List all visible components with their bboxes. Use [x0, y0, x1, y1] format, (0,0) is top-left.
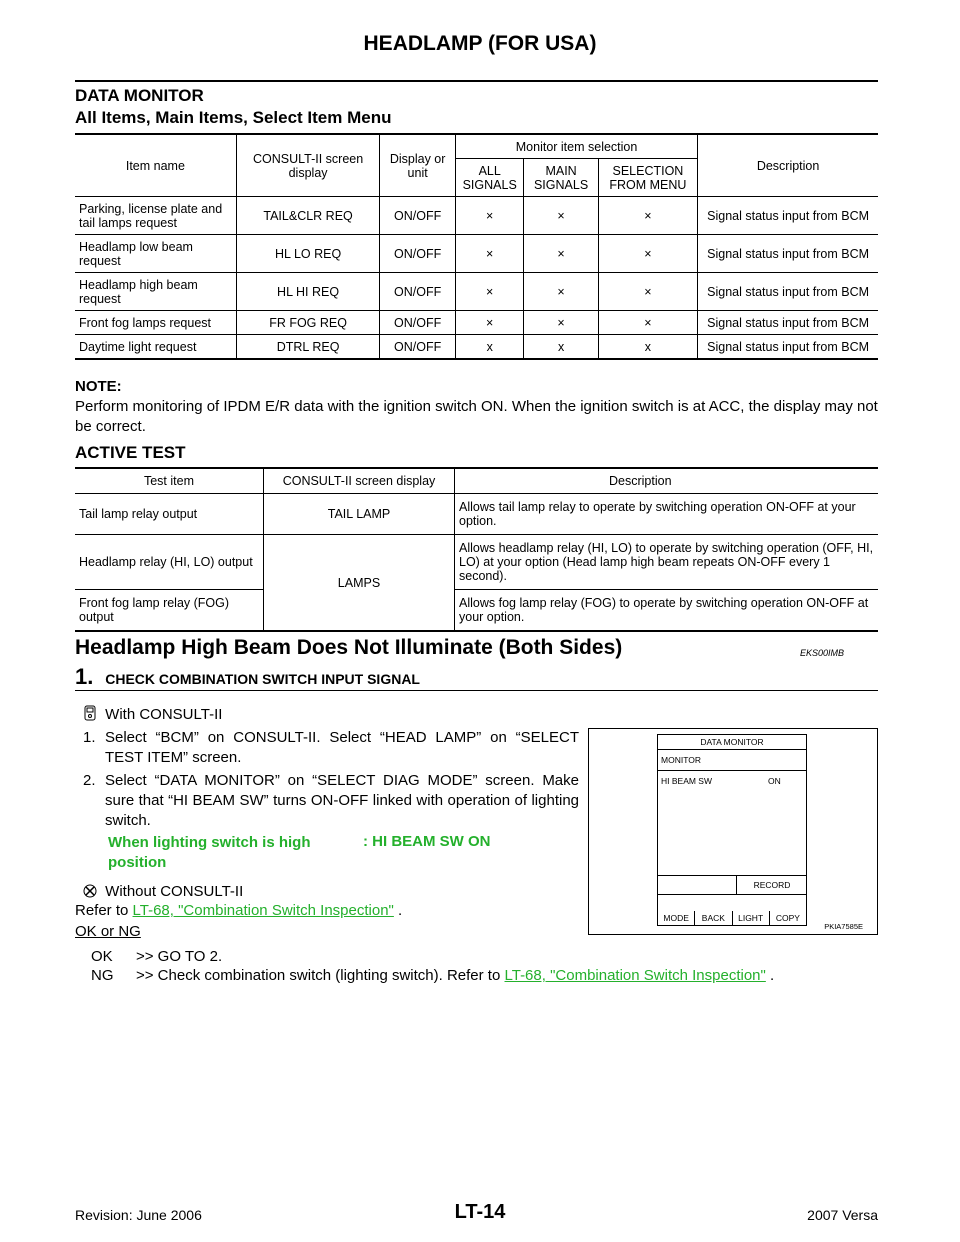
section-heading: Headlamp High Beam Does Not Illuminate (Both Sides) — [75, 636, 623, 659]
step-list — [83, 728, 579, 831]
table-row: Parking, license plate and tail lamps request TAIL&CLR REQ ON/OFF × × × Signal status input from BCM — [75, 197, 878, 235]
col-selection-menu: SELECTION FROM MENU — [598, 159, 698, 197]
mode-button[interactable]: MODE — [663, 913, 689, 923]
refer-line: Refer to LT-68, "Combination Switch Inspection" . — [75, 902, 403, 919]
list-item: 1. Select “BCM” on CONSULT-II. Select “HEAD LAMP” on “SELECT TEST ITEM” screen. — [83, 729, 579, 766]
light-button[interactable]: LIGHT — [732, 911, 769, 926]
combination-switch-link-2[interactable]: LT-68, "Combination Switch Inspection" — [504, 967, 766, 984]
ok-or-ng: OK or NG — [75, 923, 141, 940]
active-test-table — [75, 467, 878, 632]
table-row: Daytime light request DTRL REQ ON/OFF x x x Signal status input from BCM — [75, 335, 878, 360]
condition-label: When lighting switch is high position — [108, 834, 311, 871]
table-row: Tail lamp relay output TAIL LAMP Allows tail lamp relay to operate by switching operation ON-OFF at your option. — [75, 494, 878, 535]
col-consult: CONSULT-II screen display — [236, 134, 380, 197]
col-all-signals: ALL SIGNALS — [455, 159, 524, 197]
screen-title: DATA MONITOR — [658, 735, 806, 750]
footer-model: 2007 Versa — [807, 1207, 878, 1223]
screen-record-row — [658, 875, 806, 895]
col-item-name: Item name — [75, 134, 236, 197]
ok-label: OK — [91, 948, 113, 965]
note-label: NOTE: — [75, 378, 122, 395]
data-monitor-table — [75, 133, 878, 360]
ng-text-line: >> Check combination switch (lighting switch). Refer to LT-68, "Combination Switch Inspection" . — [136, 967, 775, 984]
table-row: Headlamp low beam request HL LO REQ ON/OFF × × × Signal status input from BCM — [75, 235, 878, 273]
note-text: Perform monitoring of IPDM E/R data with the ignition switch ON. When the ignition switch is at ACC, the display may not be correct. — [75, 398, 878, 435]
footer-page-number: LT-14 — [454, 1201, 506, 1223]
step-number: 1. — [75, 664, 94, 689]
col-main-signals: MAIN SIGNALS — [524, 159, 598, 197]
col-description: Description — [455, 468, 879, 494]
screen-monitor: MONITOR — [658, 750, 806, 771]
combination-switch-link[interactable]: LT-68, "Combination Switch Inspection" — [132, 902, 394, 919]
col-consult-display: CONSULT-II screen display — [264, 468, 455, 494]
table-row: Front fog lamp relay (FOG) output Allows fog lamp relay (FOG) to operate by switching operation ON-OFF at your option. — [75, 590, 878, 632]
screen-value: ON — [768, 776, 781, 786]
page-title: HEADLAMP (FOR USA) — [363, 32, 597, 55]
col-test-item: Test item — [75, 468, 264, 494]
screen-button-bar — [658, 911, 806, 926]
col-description: Description — [698, 134, 878, 197]
ng-label: NG — [91, 967, 114, 984]
active-test-heading: ACTIVE TEST — [75, 443, 186, 462]
list-item: 2. Select “DATA MONITOR” on “SELECT DIAG MODE” screen. Make sure that “HI BEAM SW” turns ON-OFF linked with operation of lighting switch. — [83, 772, 579, 829]
col-display: Display or unit — [380, 134, 456, 197]
condition-value: : HI BEAM SW ON — [363, 833, 491, 850]
record-button[interactable]: RECORD — [736, 876, 807, 894]
screen-item: HI BEAM SW — [661, 776, 713, 786]
step-rule — [75, 690, 878, 691]
table-row: Headlamp relay (HI, LO) output LAMPS Allows headlamp relay (HI, LO) to operate by switching operation (OFF, HI, LO) at your option (Head lamp high beam repeats ON-OFF every 1 second). — [75, 535, 878, 590]
figure-id: PKIA7585E — [824, 922, 863, 931]
copy-button[interactable]: COPY — [769, 911, 806, 926]
step-title: 1. CHECK COMBINATION SWITCH INPUT SIGNAL — [75, 664, 420, 689]
table-row: Front fog lamps request FR FOG REQ ON/OFF × × × Signal status input from BCM — [75, 311, 878, 335]
no-consult-icon — [83, 884, 97, 902]
ok-text: >> GO TO 2. — [136, 948, 223, 965]
data-monitor-heading: DATA MONITOR — [75, 86, 204, 105]
col-monitor-selection: Monitor item selection — [455, 134, 697, 159]
consult-screen-figure — [588, 728, 878, 935]
consult-icon — [83, 705, 97, 725]
header-rule — [75, 80, 878, 82]
footer-revision: Revision: June 2006 — [75, 1207, 202, 1223]
without-consult-line: Without CONSULT-II — [83, 883, 243, 902]
section-code: EKS00IMB — [800, 648, 845, 658]
back-button[interactable]: BACK — [694, 911, 731, 926]
with-consult-line: With CONSULT-II — [83, 705, 222, 725]
screen-display — [657, 734, 807, 926]
table-row: Headlamp high beam request HL HI REQ ON/OFF × × × Signal status input from BCM — [75, 273, 878, 311]
data-monitor-subheading: All Items, Main Items, Select Item Menu — [75, 108, 392, 127]
